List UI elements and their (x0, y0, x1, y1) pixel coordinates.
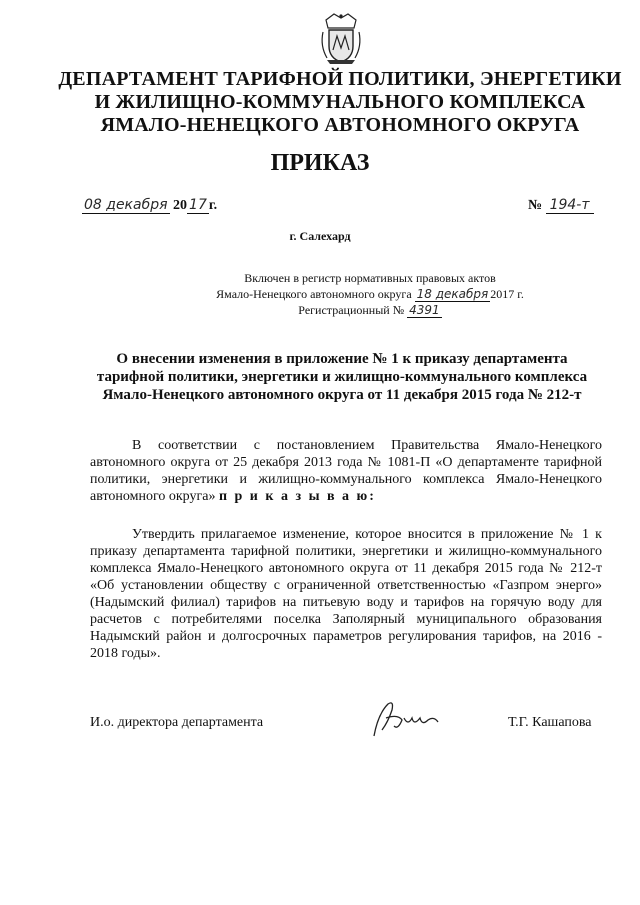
registry-number-label: Регистрационный № (298, 303, 405, 317)
signatory-title: И.о. директора департамента (90, 715, 264, 730)
year-prefix: 20 (173, 198, 188, 213)
paragraph-1-text: В соответствии с постановлением Правительства Ямало-Ненецкого автономного округа от 25 декабря 2013 года № 1081-П «О департаменте тарифной политики, энергетики и жилищно-коммунального комплекса Ямало-Ненецкого автономного округа» (90, 438, 602, 504)
order-word: п р и к а з ы в а ю: (218, 489, 376, 504)
body-paragraph-2: Утвердить прилагаемое изменение, которое вносится в приложение № 1 к приказу департамента тарифной политики, энергетики и жилищно-коммунального комплекса Ямало-Ненецкого автономного округа от 11 декабря 2015 года № 212-т «Об установлении обществу с ограниченной ответственностью «Газпром энерго» (Надымский филиал) тарифов на питьевую воду и тарифов на горячую воду для расчетов с потребителями поселка Заполярный муниципального образования Надымский район и долгосрочных параметров регулирования тарифов, на 2016 - 2018 годы». (90, 527, 602, 661)
registry-block (180, 270, 560, 318)
registry-number-handwritten: 4391 (409, 303, 440, 317)
year-handwritten: 17 (189, 197, 207, 213)
registry-date-handwritten: 18 декабря (416, 287, 489, 301)
year-suffix: г. (208, 198, 218, 213)
subject-line-3: Ямало-Ненецкого автономного округа от 11 декабря 2015 года № 212-т (102, 387, 582, 403)
registry-line-1: Включен в регистр нормативных правовых актов (244, 271, 496, 285)
department-line-1: ДЕПАРТАМЕНТ ТАРИФНОЙ ПОЛИТИКИ, ЭНЕРГЕТИКИ (58, 68, 622, 90)
date-handwritten: 08 декабря (84, 197, 168, 213)
city: г. Салехард (289, 229, 351, 243)
order-subject (82, 350, 602, 404)
signature-icon (368, 696, 452, 742)
registry-region: Ямало-Ненецкого автономного округа (216, 287, 412, 301)
number-handwritten: 194-т (546, 197, 594, 214)
signatory-name: Т.Г. Кашапова (508, 715, 592, 730)
order-date (82, 197, 217, 214)
document-type: ПРИКАЗ (270, 150, 370, 176)
department-line-3: ЯМАЛО-НЕНЕЦКОГО АВТОНОМНОГО ОКРУГА (100, 114, 580, 136)
registry-line-3 (180, 302, 560, 318)
registry-year: 2017 г. (490, 287, 524, 301)
registry-line-2 (180, 286, 560, 302)
body-paragraph-1 (90, 437, 602, 505)
subject-line-1: О внесении изменения в приложение № 1 к приказу департамента (116, 351, 568, 367)
number-prefix: № (528, 198, 543, 213)
department-title (40, 68, 640, 137)
coat-of-arms-icon (318, 10, 364, 66)
subject-line-2: тарифной политики, энергетики и жилищно-коммунального комплекса (96, 369, 588, 385)
department-line-2: И ЖИЛИЩНО-КОММУНАЛЬНОГО КОМПЛЕКСА (94, 91, 586, 113)
order-number (528, 197, 594, 214)
